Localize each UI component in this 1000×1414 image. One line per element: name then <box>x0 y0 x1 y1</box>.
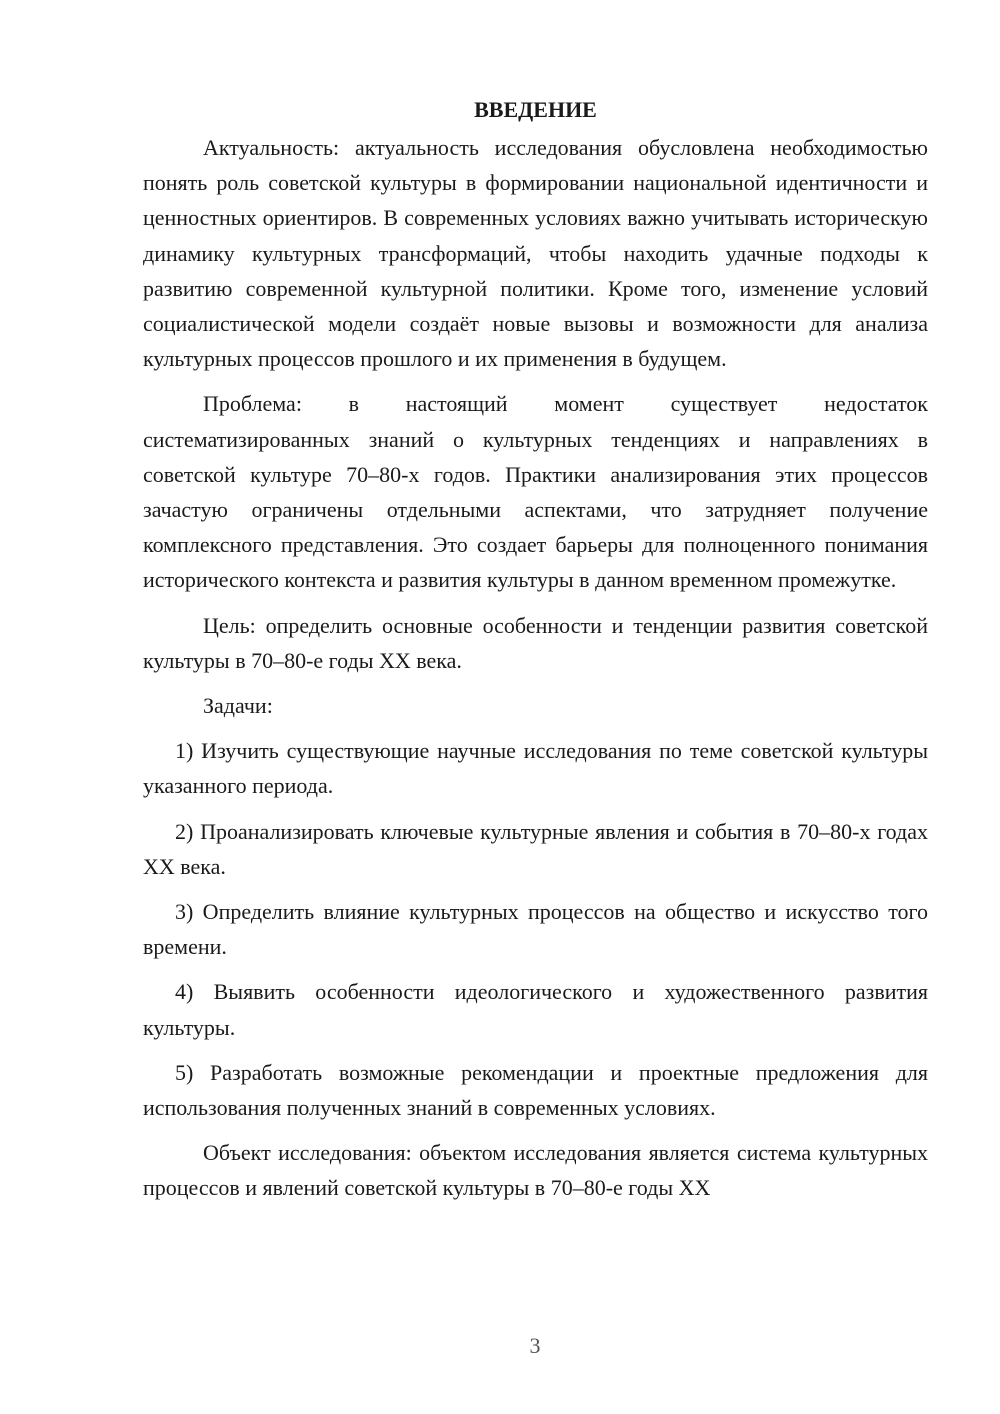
page-number: 3 <box>529 1333 541 1358</box>
task-item: 5) Разработать возможные рекомендации и проектные предложения для использования полученных знаний в современных условиях. <box>143 1059 928 1121</box>
tasks-heading: Задачи: <box>203 693 273 719</box>
problem-paragraph: Проблема: в настоящий момент существует недостаток систематизированных знаний о культурных тенденциях и направлениях в советской культуре 70–80-х годов. Практики анализирования этих процессов зачастую ограничены отдельными аспектами, что затрудняет получение комплексного представления. Это создает барьеры для полноценного понимания исторического контекста и развития культуры в данном временном промежутке. <box>143 391 928 593</box>
object-paragraph: Объект исследования: объектом исследования является система культурных процессов и явлений советской культуры в 70–80-е годы XX <box>143 1140 928 1201</box>
relevance-paragraph: Актуальность: актуальность исследования обусловлена необходимостью понять роль советской культуры в формировании национальной идентичности и ценностных ориентиров. В современных условиях важно учитывать историческую динамику культурных трансформаций, чтобы находить удачные подходы к развитию современной культурной политики. Кроме того, изменение условий социалистической модели создаёт новые вызовы и возможности для анализа культурных процессов прошлого и их применения в будущем. <box>143 135 928 372</box>
task-item: 2) Проанализировать ключевые культурные явления и события в 70–80-х годах XX века. <box>143 818 928 879</box>
page-title: ВВЕДЕНИЕ <box>474 97 597 122</box>
task-item: 3) Определить влияние культурных процессов на общество и искусство того времени. <box>143 899 928 960</box>
goal-paragraph: Цель: определить основные особенности и тенденции развития советской культуры в 70–80-е годы XX века. <box>143 612 928 673</box>
task-item: 4) Выявить особенности идеологического и художественного развития культуры. <box>143 979 928 1040</box>
task-item: 1) Изучить существующие научные исследования по теме советской культуры указанного периода. <box>143 738 928 799</box>
document-page <box>143 92 928 1216</box>
